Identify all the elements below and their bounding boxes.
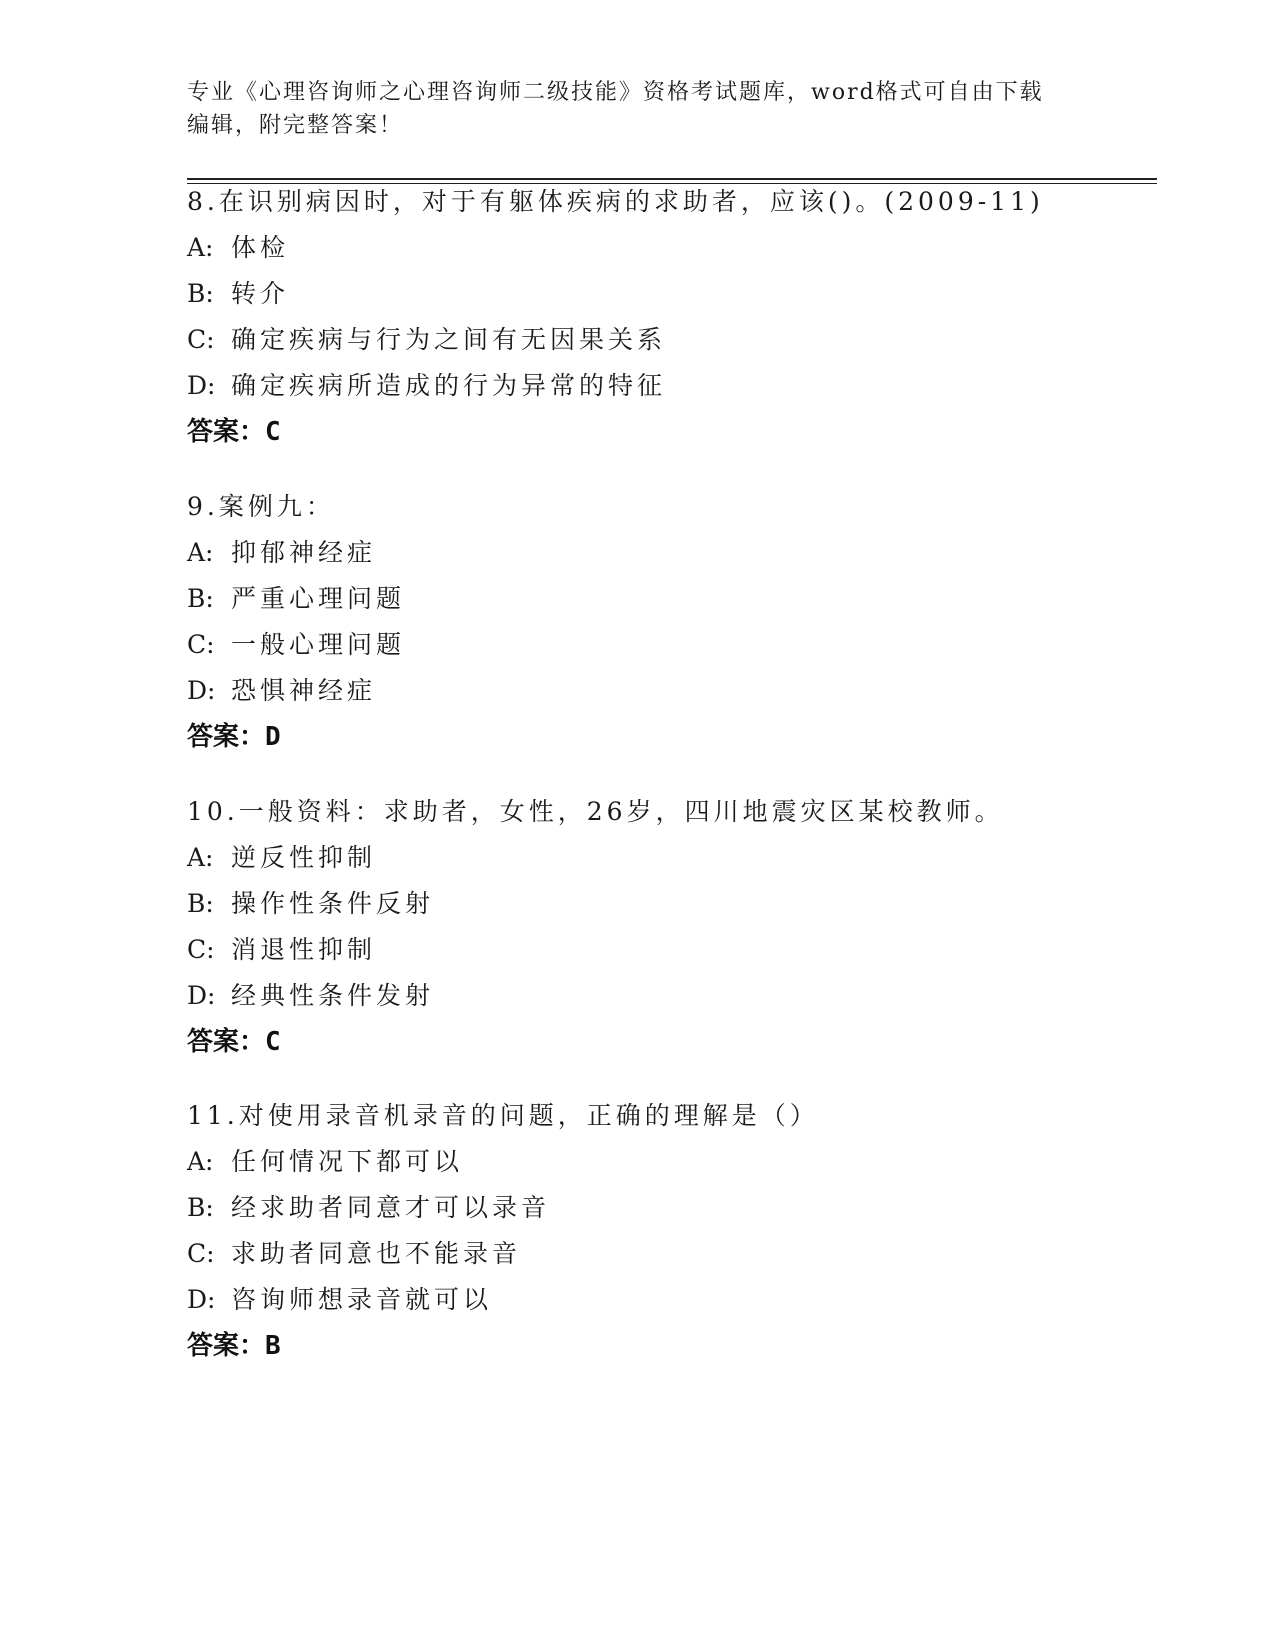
answer-line [187,409,1167,455]
option-letter: C: [187,1239,215,1268]
option-d [187,1277,1167,1323]
option-letter: C: [187,935,215,964]
option-d [187,668,1167,714]
answer-label: 答案： [187,1027,266,1057]
option-text: 严重心理问题 [231,584,406,613]
option-c [187,622,1167,668]
option-letter: C: [187,325,215,354]
option-text: 操作性条件反射 [231,889,435,918]
answer-line [187,1019,1167,1065]
option-text: 抑郁神经症 [231,538,377,567]
option-text: 逆反性抑制 [231,843,377,872]
option-c [187,317,1167,363]
answer-value: B [265,1331,281,1361]
option-letter: A: [187,843,214,872]
option-a [187,1139,1167,1185]
option-letter: A: [187,1147,214,1176]
question-stem: 8.在识别病因时，对于有躯体疾病的求助者，应该()。(2009-11) [187,187,1044,216]
option-d [187,973,1167,1019]
option-text: 咨询师想录音就可以 [231,1285,493,1314]
option-letter: B: [187,1193,214,1222]
option-text: 任何情况下都可以 [231,1147,464,1176]
option-letter: A: [187,538,214,567]
question-block [187,1093,1167,1369]
option-a [187,530,1167,576]
option-b [187,576,1167,622]
question-stem: 10.一般资料：求助者，女性，26岁，四川地震灾区某校教师。 [187,797,1004,826]
answer-value: C [265,1027,281,1057]
option-a [187,835,1167,881]
option-letter: D: [187,1285,216,1314]
option-text: 转介 [231,279,290,308]
document-header [187,76,1087,142]
question-block [187,789,1167,1065]
option-a [187,225,1167,271]
option-letter: B: [187,584,214,613]
answer-label: 答案： [187,722,266,752]
header-line-2: 编辑，附完整答案！ [187,113,404,138]
question-stem: 11.对使用录音机录音的问题，正确的理解是（） [187,1101,819,1130]
option-letter: B: [187,889,214,918]
option-text: 一般心理问题 [231,630,406,659]
question-stem: 9.案例九： [187,492,335,521]
option-b [187,271,1167,317]
option-letter: D: [187,676,216,705]
option-text: 确定疾病所造成的行为异常的特征 [231,371,667,400]
question-block [187,179,1167,455]
answer-label: 答案： [187,1331,266,1361]
option-text: 体检 [231,233,290,262]
option-text: 经求助者同意才可以录音 [231,1193,551,1222]
answer-label: 答案： [187,417,266,447]
option-text: 确定疾病与行为之间有无因果关系 [231,325,667,354]
option-c [187,927,1167,973]
option-text: 恐惧神经症 [231,676,377,705]
option-b [187,881,1167,927]
option-letter: B: [187,279,214,308]
option-letter: A: [187,233,214,262]
option-b [187,1185,1167,1231]
option-text: 消退性抑制 [231,935,377,964]
option-text: 经典性条件发射 [231,981,435,1010]
option-letter: C: [187,630,215,659]
answer-line [187,714,1167,760]
question-block [187,484,1167,760]
option-letter: D: [187,981,216,1010]
answer-line [187,1323,1167,1369]
option-letter: D: [187,371,216,400]
option-d [187,363,1167,409]
answer-value: C [265,417,281,447]
header-line-1: 专业《心理咨询师之心理咨询师二级技能》资格考试题库，word格式可自由下载 [187,80,1044,105]
option-c [187,1231,1167,1277]
option-text: 求助者同意也不能录音 [231,1239,522,1268]
answer-value: D [265,722,281,752]
